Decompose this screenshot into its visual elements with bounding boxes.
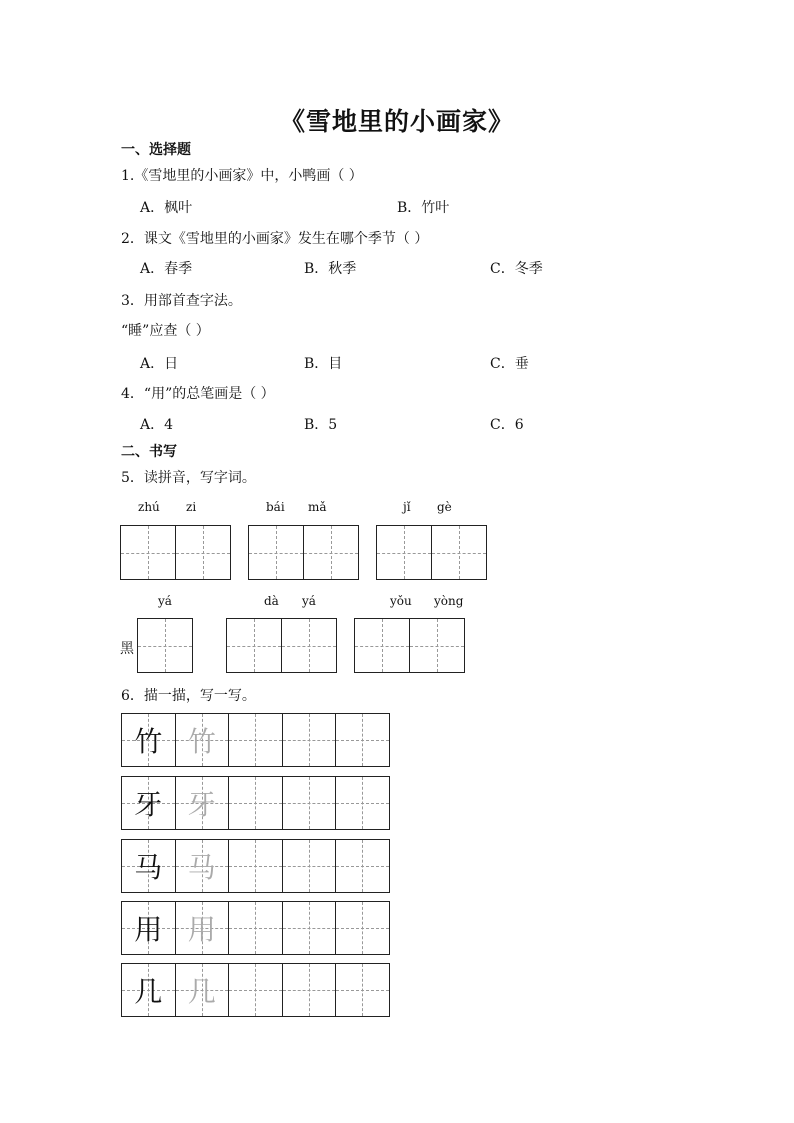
pinyin: zhú <box>138 500 160 514</box>
pinyin: mǎ <box>308 500 327 514</box>
grid-cell[interactable] <box>304 525 359 580</box>
trace-cell[interactable] <box>229 839 283 893</box>
trace-row-5[interactable] <box>121 963 390 1017</box>
pinyin: bái <box>266 500 285 514</box>
trace-cell[interactable] <box>122 839 176 893</box>
grid-cell[interactable] <box>249 525 304 580</box>
model-char: 竹 <box>134 725 163 758</box>
trace-cell[interactable] <box>336 776 390 830</box>
trace-cell[interactable] <box>283 839 337 893</box>
trace-cell[interactable] <box>122 713 176 767</box>
q4-option-a: A．4 <box>140 417 174 433</box>
question-3: 3．用部首查字法。 <box>121 293 242 309</box>
trace-cell[interactable] <box>176 839 230 893</box>
grid-cell[interactable] <box>227 618 282 673</box>
pinyin: zi <box>186 500 197 514</box>
question-2: 2．课文《雪地里的小画家》发生在哪个季节（ ） <box>121 231 429 247</box>
grid-cell[interactable] <box>410 618 465 673</box>
page-title: 《雪地里的小画家》 <box>279 107 514 136</box>
model-char: 牙 <box>134 788 163 821</box>
trace-cell[interactable] <box>283 713 337 767</box>
question-6: 6．描一描，写一写。 <box>121 688 256 704</box>
prefix-char: 黑 <box>120 641 134 657</box>
q3-option-a: A．日 <box>140 356 179 372</box>
trace-cell[interactable] <box>176 776 230 830</box>
trace-cell[interactable] <box>122 963 176 1017</box>
trace-cell[interactable] <box>176 901 230 955</box>
trace-cell[interactable] <box>176 963 230 1017</box>
q3-option-b: B．目 <box>304 356 343 372</box>
writing-grid[interactable] <box>120 525 231 580</box>
trace-row-4[interactable] <box>121 901 390 955</box>
q1-option-a: A．枫叶 <box>140 200 193 216</box>
trace-cell[interactable] <box>283 776 337 830</box>
writing-grid[interactable] <box>226 618 337 673</box>
model-char: 马 <box>134 851 163 884</box>
q2-option-b: B．秋季 <box>304 261 357 277</box>
trace-cell[interactable] <box>122 901 176 955</box>
grid-cell[interactable] <box>121 525 176 580</box>
grid-cell[interactable] <box>355 618 410 673</box>
trace-cell[interactable] <box>336 839 390 893</box>
pinyin: yá <box>302 594 316 608</box>
q4-option-c: C．6 <box>490 417 524 433</box>
pinyin: jǐ <box>403 500 411 514</box>
q4-option-b: B．5 <box>304 417 338 433</box>
model-char: 几 <box>134 975 163 1008</box>
pinyin: gè <box>437 500 452 514</box>
writing-grid[interactable] <box>354 618 465 673</box>
trace-row-1[interactable] <box>121 713 390 767</box>
grid-cell[interactable] <box>377 525 432 580</box>
question-3-sub: “睡”应查（ ） <box>121 323 210 339</box>
trace-char: 马 <box>187 851 216 884</box>
question-5: 5．读拼音，写字词。 <box>121 470 256 486</box>
model-char: 用 <box>134 913 163 946</box>
grid-cell[interactable] <box>176 525 231 580</box>
question-4: 4．“用”的总笔画是（ ） <box>121 386 275 402</box>
trace-cell[interactable] <box>229 776 283 830</box>
trace-cell[interactable] <box>229 713 283 767</box>
question-1: 1.《雪地里的小画家》中，小鸭画（ ） <box>121 168 363 184</box>
trace-char: 用 <box>187 913 216 946</box>
trace-char: 牙 <box>187 788 216 821</box>
trace-cell[interactable] <box>283 963 337 1017</box>
trace-cell[interactable] <box>283 901 337 955</box>
q1-option-b: B．竹叶 <box>397 200 450 216</box>
section-heading-writing: 二、书写 <box>121 444 177 460</box>
trace-cell[interactable] <box>122 776 176 830</box>
pinyin: yǒu <box>390 594 412 608</box>
trace-row-2[interactable] <box>121 776 390 830</box>
pinyin: yá <box>158 594 172 608</box>
writing-grid[interactable] <box>248 525 359 580</box>
trace-cell[interactable] <box>229 963 283 1017</box>
q2-option-c: C．冬季 <box>490 261 543 277</box>
q2-option-a: A．春季 <box>140 261 193 277</box>
trace-cell[interactable] <box>176 713 230 767</box>
q3-option-c: C．垂 <box>490 356 529 372</box>
trace-row-3[interactable] <box>121 839 390 893</box>
writing-grid[interactable] <box>376 525 487 580</box>
trace-char: 几 <box>187 975 216 1008</box>
section-heading-choice: 一、选择题 <box>121 142 191 158</box>
pinyin: yòng <box>434 594 464 608</box>
trace-char: 竹 <box>187 725 216 758</box>
trace-cell[interactable] <box>229 901 283 955</box>
trace-cell[interactable] <box>336 713 390 767</box>
writing-grid[interactable] <box>137 618 193 673</box>
grid-cell[interactable] <box>282 618 337 673</box>
grid-cell[interactable] <box>138 618 193 673</box>
pinyin: dà <box>264 594 279 608</box>
grid-cell[interactable] <box>432 525 487 580</box>
trace-cell[interactable] <box>336 901 390 955</box>
trace-cell[interactable] <box>336 963 390 1017</box>
